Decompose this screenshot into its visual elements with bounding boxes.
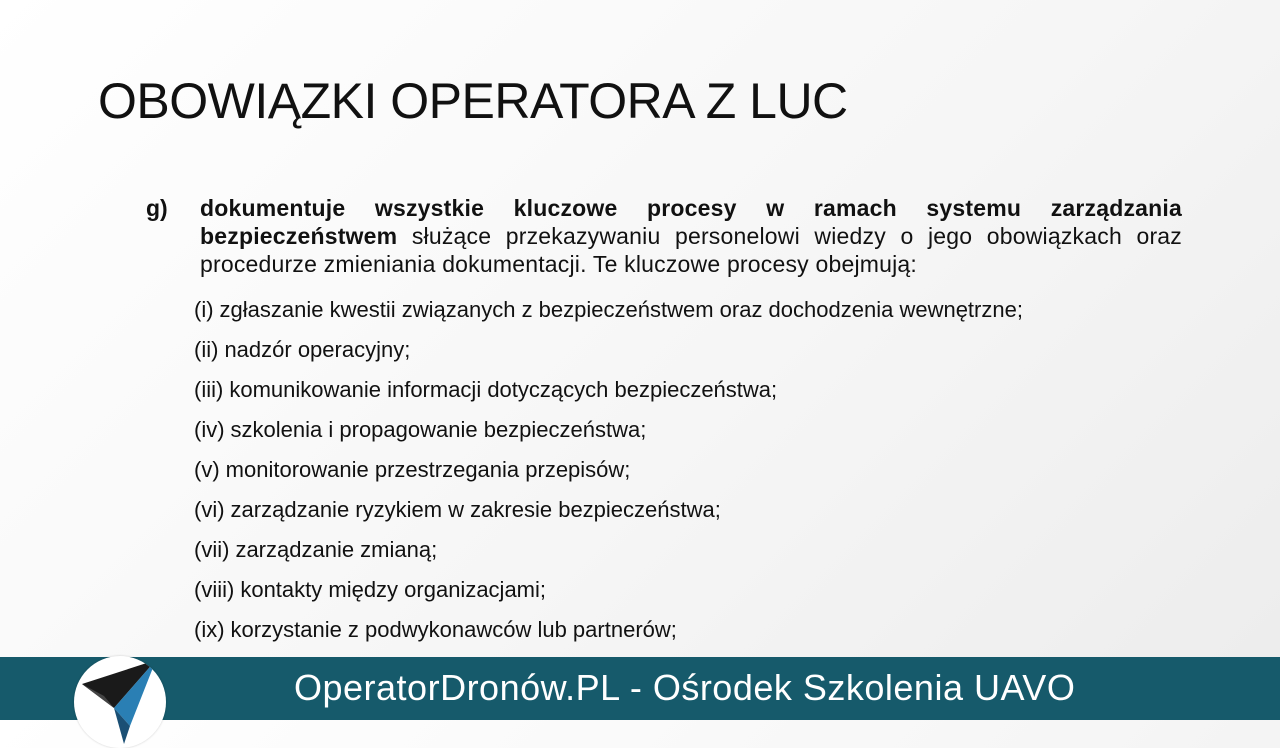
sub-text: monitorowanie przestrzegania przepisów; [225, 457, 631, 482]
list-item [194, 490, 1182, 530]
sub-text: komunikowanie informacji dotyczących bezpieczeństwa; [229, 377, 778, 402]
item-marker: g) [146, 195, 168, 221]
sub-marker: (iv) [194, 417, 225, 442]
sub-marker: (ix) [194, 617, 225, 642]
footer-bar [0, 657, 1280, 720]
slide-content [146, 194, 1182, 650]
sub-text: kontakty między organizacjami; [240, 577, 547, 602]
item-rest-text: służące przekazywaniu personelowi wiedzy o jego obowiązkach oraz procedurze zmieniania dokumentacji. Te kluczowe procesy obejmują: [200, 223, 1182, 277]
sub-marker: (iii) [194, 377, 224, 402]
sub-marker: (ii) [194, 337, 219, 362]
sub-text: korzystanie z podwykonawców lub partnerów; [230, 617, 677, 642]
list-item [194, 610, 1182, 650]
list-item [194, 450, 1182, 490]
sub-marker: (vi) [194, 497, 225, 522]
slide-title: OBOWIĄZKI OPERATORA Z LUC [98, 73, 848, 129]
footer-text: OperatorDronów.PL - Ośrodek Szkolenia UAVO [294, 667, 1076, 708]
sub-marker: (vii) [194, 537, 230, 562]
item-body [200, 194, 1182, 278]
logo [74, 656, 166, 748]
list-item [194, 570, 1182, 610]
list-item [194, 530, 1182, 570]
sub-text: nadzór operacyjny; [224, 337, 411, 362]
sub-marker: (i) [194, 297, 214, 322]
list-item [194, 290, 1182, 330]
list-item [194, 330, 1182, 370]
sub-text: szkolenia i propagowanie bezpieczeństwa; [230, 417, 647, 442]
item-bold-text: dokumentuje wszystkie kluczowe procesy w ramach systemu zarządzania bezpieczeństwem [200, 195, 1182, 249]
sub-text: zarządzanie zmianą; [235, 537, 438, 562]
sub-text: zgłaszanie kwestii związanych z bezpieczeństwem oraz dochodzenia wewnętrzne; [219, 297, 1023, 322]
list-item [194, 410, 1182, 450]
sub-marker: (viii) [194, 577, 235, 602]
sub-text: zarządzanie ryzykiem w zakresie bezpieczeństwa; [230, 497, 721, 522]
list-item [194, 370, 1182, 410]
list-item-g [146, 194, 1182, 278]
sub-marker: (v) [194, 457, 220, 482]
paper-plane-drone-icon [74, 656, 166, 748]
sub-list [194, 290, 1182, 650]
